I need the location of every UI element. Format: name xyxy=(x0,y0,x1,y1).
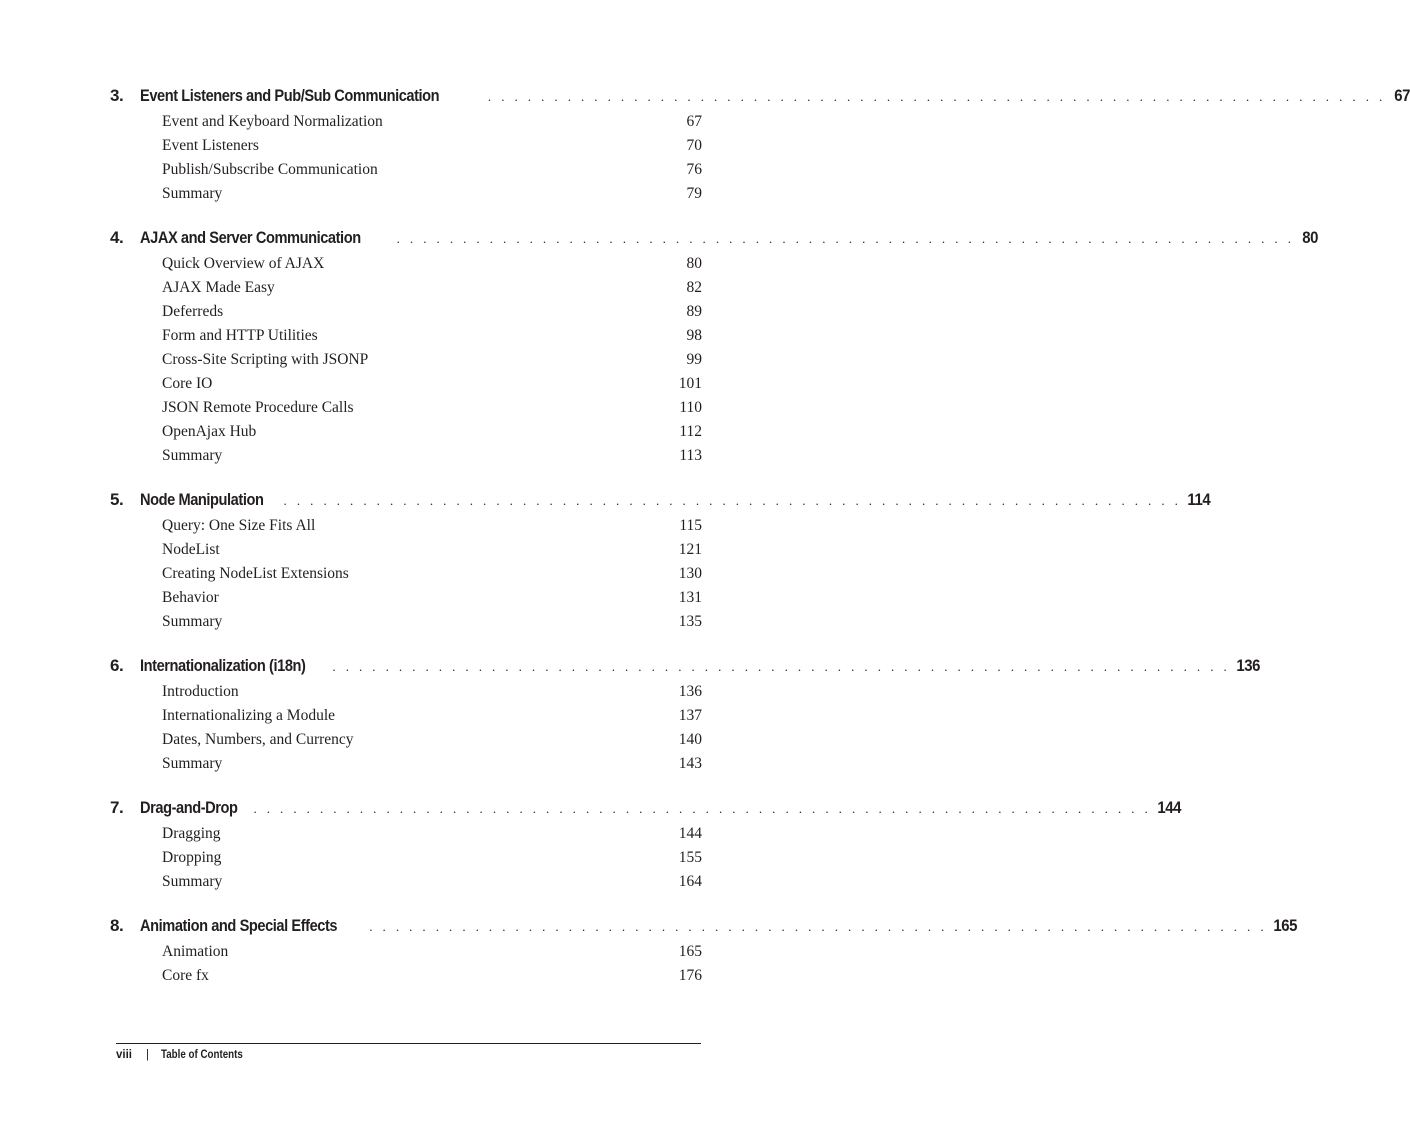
section-page-number: 113 xyxy=(679,447,702,464)
section-title: Behavior xyxy=(162,589,219,606)
section-title: OpenAjax Hub xyxy=(162,423,257,440)
footer-rule xyxy=(116,1043,701,1044)
table-of-contents xyxy=(110,86,1410,1010)
section-entry[interactable] xyxy=(110,849,702,873)
chapter-page-number: 80 xyxy=(1302,228,1319,247)
chapter-title: Animation and Special Effects xyxy=(140,916,338,935)
section-title: Internationalizing a Module xyxy=(162,707,336,724)
dot-leader: . . . . . . . . . . . . . . . . . . . . . . . . . . . . . . . . . . . . . . . . . . . . . . . . . . . . . . . . . . . . . . . . . . . . xyxy=(332,659,1231,674)
chapter-number xyxy=(110,86,140,106)
chapter-heading[interactable] xyxy=(110,656,1261,683)
section-page-number: 136 xyxy=(678,683,702,700)
section-entry[interactable] xyxy=(110,589,702,613)
section-page-number: 155 xyxy=(678,849,702,866)
section-title: Query: One Size Fits All xyxy=(162,517,316,534)
chapter-number-text: 4. xyxy=(110,228,124,247)
chapter-heading[interactable] xyxy=(110,228,1319,255)
section-entry[interactable] xyxy=(110,541,702,565)
section-title: Core fx xyxy=(162,967,209,984)
section-entry[interactable] xyxy=(110,279,702,303)
section-entry[interactable] xyxy=(110,161,702,185)
section-entry[interactable] xyxy=(110,447,702,471)
section-page-number: 76 xyxy=(686,161,702,178)
section-title: Animation xyxy=(162,943,229,960)
section-page-number: 115 xyxy=(679,517,702,534)
dot-leader: . . . . . . . . . . . . . . . . . . . . . . . . . . . . . . . . . . . . . . . . . . . . . . . . . . . . . . . . . . . . . . . . . . . . xyxy=(369,919,1267,934)
chapter-page-number: 114 xyxy=(1187,490,1211,509)
section-page-number: 70 xyxy=(686,137,702,154)
dot-leader: . . . . . . . . . . . . . . . . . . . . . . . . . . . . . . . . . . . . . . . . . . . . . . . . . . . . . . . . . . . . . . . . . . . . xyxy=(253,801,1152,816)
section-page-number: 67 xyxy=(686,113,702,130)
chapter-number xyxy=(110,490,140,510)
chapter-block xyxy=(110,228,1319,471)
chapter-page-number: 165 xyxy=(1273,916,1298,935)
section-title: Form and HTTP Utilities xyxy=(162,327,318,344)
section-entry[interactable] xyxy=(110,967,702,991)
chapter-title: AJAX and Server Communication xyxy=(140,228,361,247)
chapter-block xyxy=(110,490,1211,637)
chapter-title: Internationalization (i18n) xyxy=(140,656,306,675)
section-entry[interactable] xyxy=(110,755,702,779)
chapter-page-number: 136 xyxy=(1236,656,1261,675)
section-entry[interactable] xyxy=(110,399,702,423)
footer-page-number: viii xyxy=(116,1049,132,1061)
section-page-number: 135 xyxy=(678,613,702,630)
section-page-number: 98 xyxy=(686,327,702,344)
section-entry[interactable] xyxy=(110,707,702,731)
chapter-title: Drag-and-Drop xyxy=(140,798,238,817)
chapter-page-number: 67 xyxy=(1393,86,1410,105)
section-page-number: 140 xyxy=(678,731,702,748)
section-title: Quick Overview of AJAX xyxy=(162,255,325,272)
section-title: Core IO xyxy=(162,375,213,392)
section-title: Dates, Numbers, and Currency xyxy=(162,731,354,748)
section-page-number: 110 xyxy=(679,399,702,416)
section-title: NodeList xyxy=(162,541,220,558)
section-page-number: 89 xyxy=(686,303,702,320)
chapter-title: Node Manipulation xyxy=(140,490,264,509)
chapter-number xyxy=(110,656,140,676)
chapter-block xyxy=(110,86,1410,209)
chapter-number xyxy=(110,798,140,818)
section-page-number: 144 xyxy=(678,825,702,842)
section-entry[interactable] xyxy=(110,185,702,209)
section-entry[interactable] xyxy=(110,825,702,849)
section-entry[interactable] xyxy=(110,565,702,589)
section-entry[interactable] xyxy=(110,113,702,137)
section-entry[interactable] xyxy=(110,255,702,279)
chapter-page-number: 144 xyxy=(1157,798,1182,817)
section-entry[interactable] xyxy=(110,683,702,707)
section-page-number: 121 xyxy=(678,541,702,558)
section-title: Event and Keyboard Normalization xyxy=(162,113,383,130)
section-entry[interactable] xyxy=(110,943,702,967)
page-footer xyxy=(116,1049,257,1061)
section-title: Dragging xyxy=(162,825,221,842)
section-title: Summary xyxy=(162,873,223,890)
section-title: JSON Remote Procedure Calls xyxy=(162,399,354,416)
dot-leader: . . . . . . . . . . . . . . . . . . . . . . . . . . . . . . . . . . . . . . . . . . . . . . . . . . . . . . . . . . . . . . . . . . . . xyxy=(396,231,1295,246)
section-entry[interactable] xyxy=(110,303,702,327)
section-title: Creating NodeList Extensions xyxy=(162,565,349,582)
section-entry[interactable] xyxy=(110,423,702,447)
chapter-heading[interactable] xyxy=(110,798,1182,825)
section-page-number: 131 xyxy=(678,589,702,606)
section-entry[interactable] xyxy=(110,137,702,161)
footer-label: Table of Contents xyxy=(160,1049,243,1061)
section-page-number: 79 xyxy=(686,185,702,202)
section-entry[interactable] xyxy=(110,613,702,637)
section-entry[interactable] xyxy=(110,731,702,755)
chapter-heading[interactable] xyxy=(110,490,1211,517)
section-page-number: 112 xyxy=(679,423,702,440)
section-title: Cross-Site Scripting with JSONP xyxy=(162,351,369,368)
section-title: Summary xyxy=(162,447,223,464)
section-entry[interactable] xyxy=(110,327,702,351)
section-title: Summary xyxy=(162,613,223,630)
section-page-number: 165 xyxy=(678,943,702,960)
section-title: Summary xyxy=(162,185,223,202)
chapter-block xyxy=(110,916,1298,991)
section-page-number: 164 xyxy=(678,873,702,890)
section-title: Dropping xyxy=(162,849,222,866)
section-entry[interactable] xyxy=(110,873,702,897)
chapter-number xyxy=(110,916,140,936)
chapter-number-text: 8. xyxy=(110,916,124,935)
chapter-number-text: 7. xyxy=(110,798,124,817)
chapter-number-text: 3. xyxy=(110,86,124,105)
section-title: Summary xyxy=(162,755,223,772)
chapter-number-text: 5. xyxy=(110,490,124,509)
section-title: Deferreds xyxy=(162,303,224,320)
section-title: AJAX Made Easy xyxy=(162,279,275,296)
section-page-number: 80 xyxy=(686,255,702,272)
dot-leader: . . . . . . . . . . . . . . . . . . . . . . . . . . . . . . . . . . . . . . . . . . . . . . . . . . . . . . . . . . . . . . . . . . . . xyxy=(283,493,1182,508)
section-page-number: 82 xyxy=(686,279,702,296)
section-entry[interactable] xyxy=(110,351,702,375)
chapter-block xyxy=(110,798,1182,897)
section-entry[interactable] xyxy=(110,517,702,541)
section-page-number: 137 xyxy=(678,707,702,724)
dot-leader: . . . . . . . . . . . . . . . . . . . . . . . . . . . . . . . . . . . . . . . . . . . . . . . . . . . . . . . . . . . . . . . . . . . . xyxy=(487,89,1386,104)
footer-separator: | xyxy=(145,1049,149,1061)
section-page-number: 101 xyxy=(678,375,702,392)
section-title: Event Listeners xyxy=(162,137,259,154)
section-page-number: 143 xyxy=(678,755,702,772)
section-page-number: 99 xyxy=(686,351,702,368)
chapter-heading[interactable] xyxy=(110,916,1298,943)
chapter-number-text: 6. xyxy=(110,656,124,675)
chapter-heading[interactable] xyxy=(110,86,1410,113)
section-title: Introduction xyxy=(162,683,239,700)
chapter-number xyxy=(110,228,140,248)
section-entry[interactable] xyxy=(110,375,702,399)
section-title: Publish/Subscribe Communication xyxy=(162,161,378,178)
chapter-block xyxy=(110,656,1261,779)
section-page-number: 176 xyxy=(678,967,702,984)
section-page-number: 130 xyxy=(678,565,702,582)
chapter-title: Event Listeners and Pub/Sub Communication xyxy=(140,86,440,105)
